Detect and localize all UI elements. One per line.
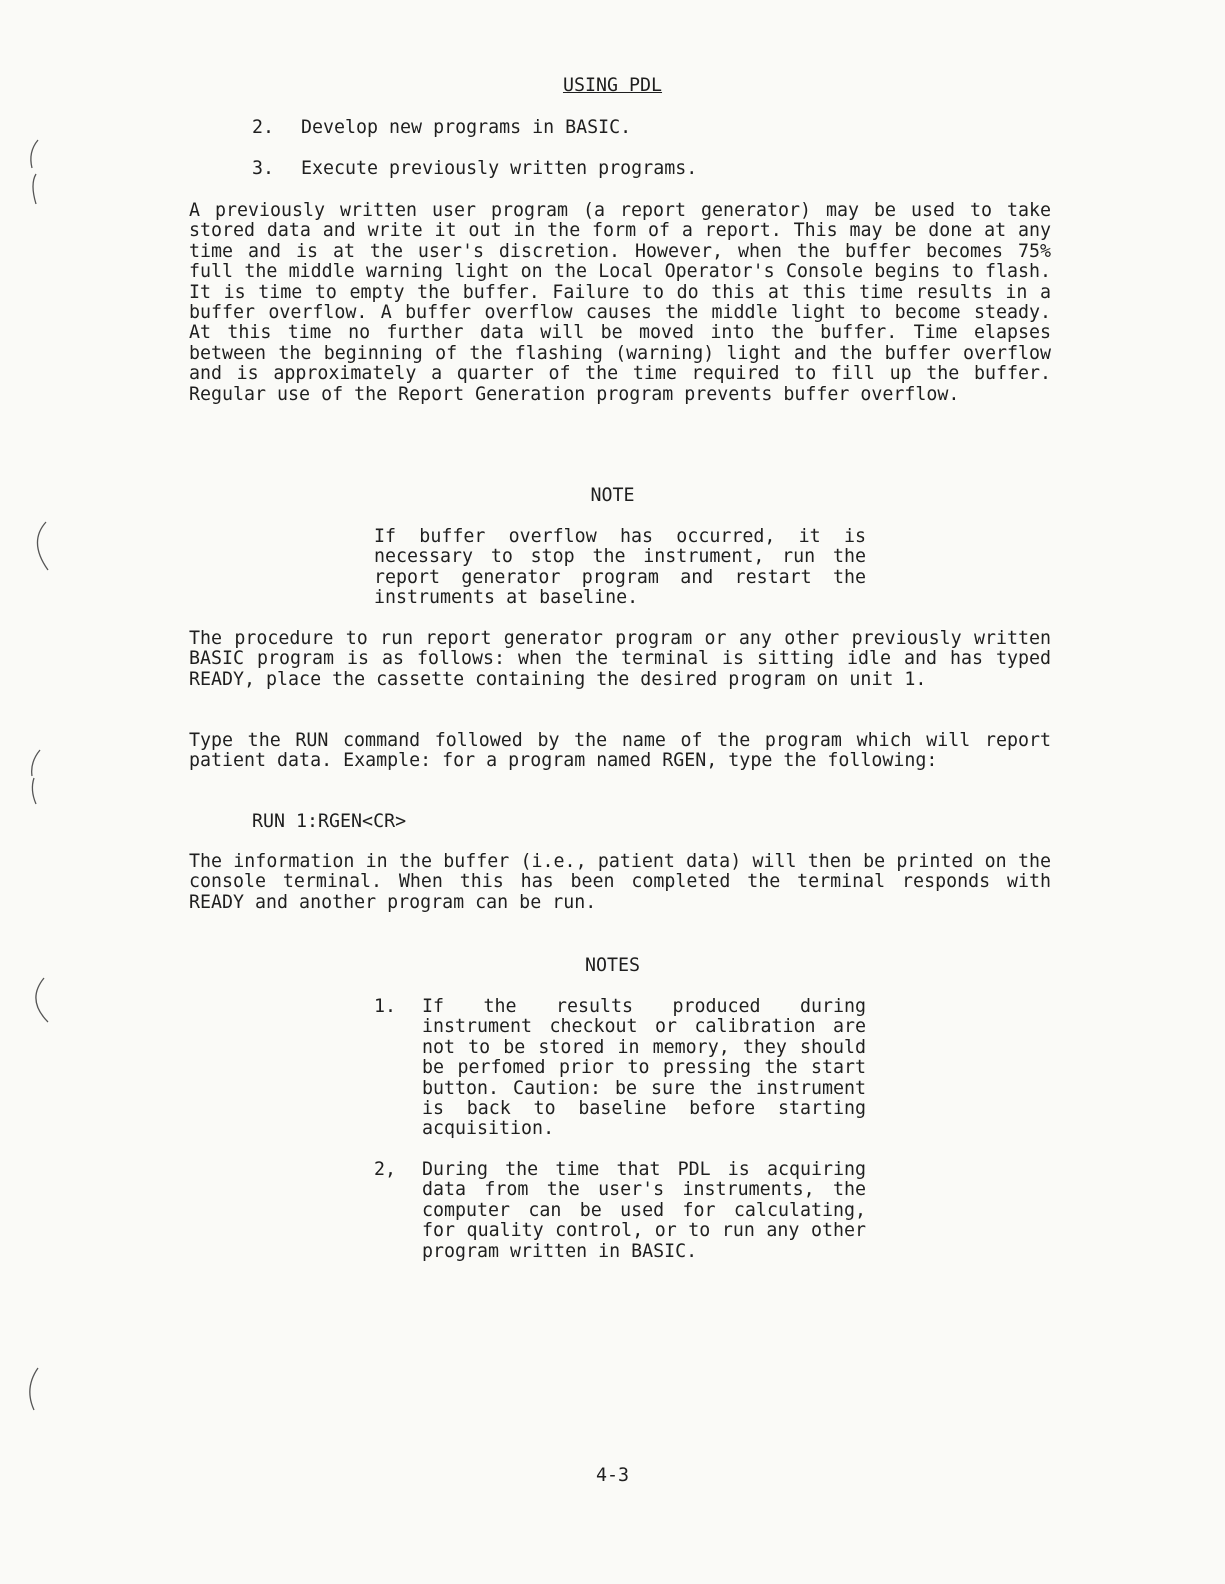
intro-list-item: Develop new programs in BASIC. bbox=[301, 117, 632, 138]
command-example: RUN 1:RGEN<CR> bbox=[252, 811, 407, 832]
notes-item-text: If the results produced during instrument checkout or calibration are not to be stored in memory, they should be perfomed prior to pressing the start button. Caution: be sure the instrument is back to baseline before starting acquisition. bbox=[422, 996, 866, 1140]
paragraph-buffer-overflow: A previously written user program (a report generator) may be used to take stored data and write it out in the form of a report. This may be done at any time and is at the user's discretion. However, when the buffer becomes 75% full the middle warning light on the Local Operator's Console begins to flash. It is time to empty the buffer. Failure to do this at this time results in a buffer overflow. A buffer overflow causes the middle light to become steady. At this time no further data will be moved into the buffer. Time elapses between the beginning of the flashing (warning) light and the buffer overflow and is approximately a quarter of the time required to fill up the buffer. Regular use of the Report Generation program prevents buffer overflow. bbox=[189, 200, 1051, 405]
binder-mark-4 bbox=[26, 976, 52, 1026]
paragraph-procedure: The procedure to run report generator program or any other previously written BASIC program is as follows: when the terminal is sitting idle and has typed READY, place the cassette containing the desired program on unit 1. bbox=[189, 628, 1051, 690]
intro-list-number: 3. bbox=[252, 158, 275, 179]
binder-mark-1 bbox=[26, 138, 50, 208]
page-header: USING PDL bbox=[562, 75, 663, 96]
binder-mark-2 bbox=[28, 520, 54, 574]
intro-list-item: Execute previously written programs. bbox=[301, 158, 698, 179]
intro-list-number: 2. bbox=[252, 117, 275, 138]
notes-item-number: 1. bbox=[374, 996, 397, 1017]
notes-item-number: 2, bbox=[374, 1159, 397, 1180]
paragraph-run-command: Type the RUN command followed by the name of the program which will report patient data. Example: for a program named RGEN, type the following: bbox=[189, 730, 1051, 772]
notes-title: NOTES bbox=[584, 955, 641, 976]
binder-mark-3 bbox=[26, 748, 50, 808]
binder-mark-5 bbox=[22, 1366, 46, 1412]
page-number: 4-3 bbox=[595, 1465, 630, 1486]
note-text: If buffer overflow has occurred, it is necessary to stop the instrument, run the report generator program and restart the instruments at baseline. bbox=[374, 526, 866, 609]
note-title: NOTE bbox=[590, 485, 635, 506]
notes-item-text: During the time that PDL is acquiring data from the user's instruments, the computer can be used for calculating, for quality control, or to run any other program written in BASIC. bbox=[422, 1159, 866, 1262]
paragraph-output: The information in the buffer (i.e., patient data) will then be printed on the console terminal. When this has been completed the terminal responds with READY and another program can be run. bbox=[189, 851, 1051, 913]
